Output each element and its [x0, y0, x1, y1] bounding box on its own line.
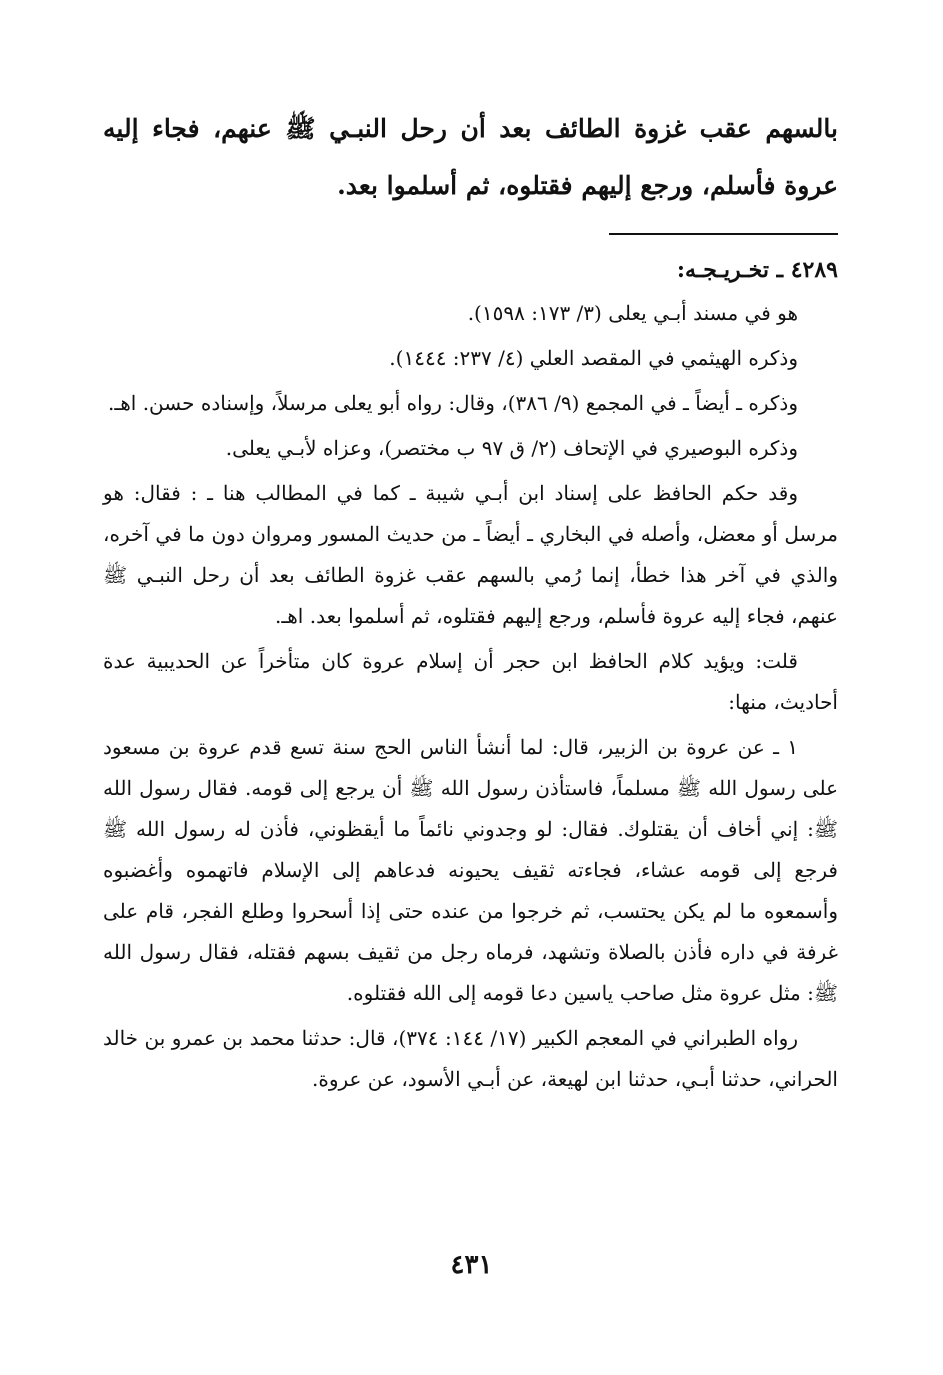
- note-paragraph: وذكره البوصيري في الإتحاف (٢/ ق ٩٧ ب مختصر)، وعزاه لأبـي يعلى.: [225, 436, 798, 460]
- note-paragraph: وذكره ـ أيضاً ـ في المجمع (٩/ ٣٨٦)، وقال: رواه أبو يعلى مرسلاً، وإسناده حسن. اهـ.: [108, 391, 798, 415]
- page-number: ٤٣١: [450, 1250, 493, 1280]
- note-paragraph: وذكره الهيثمي في المقصد العلي (٤/ ٢٣٧: ١٤٤٤).: [389, 346, 798, 370]
- note-paragraph: رواه الطبراني في المعجم الكبير (١٧/ ١٤٤: ٣٧٤)، قال: حدثنا محمد بن عمرو بن خالد الحراني، حدثنا أبـي، حدثنا ابن لهيعة، عن أبـي الأسود، عن عروة.: [103, 1026, 838, 1091]
- footnote-separator-line: [609, 233, 838, 235]
- footnotes-block: [103, 250, 838, 1104]
- note-paragraph: ١ ـ عن عروة بن الزبير، قال: لما أنشأ الناس الحج سنة تسع قدم عروة بن مسعود على رسول الله ﷺ مسلماً، فاستأذن رسول الله ﷺ أن يرجع إلى قومه. فقال رسول الله ﷺ: إني أخاف أن يقتلوك. فقال: لو وجدوني نائماً ما أيقظوني، فأذن له رسول الله ﷺ فرجع إلى قومه عشاء، فجاءته ثقيف يحيونه فدعاهم إلى الإسلام فاتهموه وأغضبوه وأسمعوه ما لم يكن يحتسب، ثم خرجوا من عنده حتى إذا أسحروا وطلع الفجر، قام على غرفة في داره فأذن بالصلاة وتشهد، فرماه رجل من ثقيف بسهم فقتله، فقال رسول الله ﷺ: مثل عروة مثل صاحب ياسين دعا قومه إلى الله فقتلوه.: [103, 735, 838, 1005]
- note-paragraph: وقد حكم الحافظ على إسناد ابن أبـي شيبة ـ كما في المطالب هنا ـ : فقال: هو مرسل أو معضل، وأصله في البخاري ـ أيضاً ـ من حديث المسور ومروان دون ما في آخره، والذي في آخر هذا خطأ، إنما رُمي بالسهم عقب غزوة الطائف بعد أن رحل النبـي ﷺ عنهم، فجاء إليه عروة فأسلم، ورجع إليهم فقتلوه، ثم أسلموا بعد. اهـ.: [103, 481, 838, 628]
- main-text-block: [103, 100, 838, 214]
- takhrij-heading: ٤٢٨٩ ـ تخـريـجـه:: [676, 257, 838, 283]
- note-paragraph: هو في مسند أبـي يعلى (٣/ ١٧٣: ١٥٩٨).: [467, 301, 798, 325]
- note-paragraph: قلت: ويؤيد كلام الحافظ ابن حجر أن إسلام عروة كان متأخراً عن الحديبية عدة أحاديث، منها:: [103, 649, 838, 714]
- main-paragraph: بالسهم عقب غزوة الطائف بعد أن رحل النبـي ﷺ عنهم، فجاء إليه عروة فأسلم، ورجع إليهم فقتلوه، ثم أسلموا بعد.: [103, 114, 838, 200]
